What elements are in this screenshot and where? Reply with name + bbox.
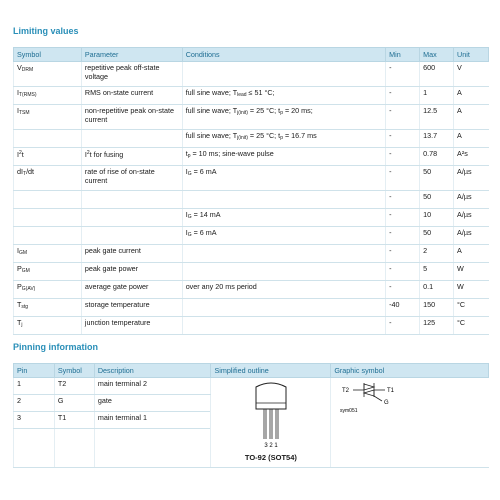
col-symbol: Symbol xyxy=(14,48,82,62)
g-label: G xyxy=(384,400,389,406)
conditions-cell xyxy=(182,191,385,209)
table-row xyxy=(14,209,489,227)
triac-symbol xyxy=(334,379,414,421)
parameter-cell xyxy=(81,227,182,245)
unit-cell: V xyxy=(454,62,489,87)
pinning-table xyxy=(13,363,489,468)
table-row xyxy=(14,299,489,317)
table-row xyxy=(14,317,489,335)
package-label: TO-92 (SOT54) xyxy=(244,453,297,462)
min-cell: - xyxy=(386,166,420,191)
unit-cell: A xyxy=(454,130,489,148)
conditions-cell xyxy=(182,317,385,335)
unit-cell: A²s xyxy=(454,148,489,166)
col-graphic: Graphic symbol xyxy=(331,364,489,378)
symbol-cell: T1 xyxy=(54,412,94,429)
parameter-cell: rate of rise of on-state current xyxy=(81,166,182,191)
limiting-values-title: Limiting values xyxy=(13,26,79,36)
min-cell: - xyxy=(386,317,420,335)
conditions-cell xyxy=(182,263,385,281)
min-cell: - xyxy=(386,191,420,209)
min-cell: - xyxy=(386,227,420,245)
min-cell: - xyxy=(386,209,420,227)
symbol-cell: $P_{G(AV)}$ xyxy=(14,281,82,299)
max-cell: 125 xyxy=(420,317,454,335)
unit-cell: °C xyxy=(454,299,489,317)
pinning-information-title: Pinning information xyxy=(13,342,98,352)
max-cell: 0.78 xyxy=(420,148,454,166)
unit-cell: W xyxy=(454,263,489,281)
parameter-cell: repetitive peak off-state voltage xyxy=(81,62,182,87)
symbol-cell: $I_{GM}$ xyxy=(14,245,82,263)
table-row xyxy=(14,62,489,87)
symbol-cell: $I^2t$ xyxy=(14,148,82,166)
table-row xyxy=(14,227,489,245)
col-description: Description xyxy=(94,364,211,378)
table-row xyxy=(14,105,489,130)
symbol-cell: T2 xyxy=(54,378,94,395)
table-row xyxy=(14,148,489,166)
min-cell: - xyxy=(386,263,420,281)
conditions-cell xyxy=(182,62,385,87)
unit-cell: A xyxy=(454,87,489,105)
symbol-cell: $T_j$ xyxy=(14,317,82,335)
parameter-cell: $I^2t$ for fusing xyxy=(81,148,182,166)
conditions-cell xyxy=(182,245,385,263)
max-cell: 600 xyxy=(420,62,454,87)
unit-cell: A xyxy=(454,105,489,130)
unit-cell: A/µs xyxy=(454,227,489,245)
max-cell: 1 xyxy=(420,87,454,105)
parameter-cell: storage temperature xyxy=(81,299,182,317)
max-cell: 2 xyxy=(420,245,454,263)
symbol-code: sym051 xyxy=(340,408,358,414)
limiting-values-table xyxy=(13,47,489,335)
table-row xyxy=(14,130,489,148)
min-cell: - xyxy=(386,245,420,263)
conditions-cell xyxy=(182,299,385,317)
t1-label: T1 xyxy=(387,388,395,394)
table-row xyxy=(14,378,489,395)
symbol-cell: $I_{TSM}$ xyxy=(14,105,82,130)
min-cell: - xyxy=(386,62,420,87)
conditions-cell: full sine wave; $T_{j(init)} = 25$ °C; $t_p = 20$ ms; xyxy=(182,105,385,130)
max-cell: 50 xyxy=(420,191,454,209)
table-row xyxy=(14,87,489,105)
symbol-cell: $dI_T/dt$ xyxy=(14,166,82,191)
conditions-cell: $I_G = 6$ mA xyxy=(182,227,385,245)
parameter-cell xyxy=(81,191,182,209)
unit-cell: W xyxy=(454,281,489,299)
t2-label: T2 xyxy=(342,388,350,394)
table-row xyxy=(14,281,489,299)
min-cell: -40 xyxy=(386,299,420,317)
max-cell: 12.5 xyxy=(420,105,454,130)
conditions-cell: $I_G = 14$ mA xyxy=(182,209,385,227)
description-cell: gate xyxy=(94,395,211,412)
parameter-cell xyxy=(81,209,182,227)
parameter-cell: average gate power xyxy=(81,281,182,299)
symbol-cell xyxy=(14,209,82,227)
col-outline: Simplified outline xyxy=(211,364,331,378)
pin-cell: 3 xyxy=(14,412,55,429)
conditions-cell: full sine wave; $T_{lead} \le 51$ °C; xyxy=(182,87,385,105)
description-cell: main terminal 1 xyxy=(94,412,211,429)
table-header-row xyxy=(14,48,489,62)
unit-cell: A/µs xyxy=(454,166,489,191)
conditions-cell: full sine wave; $T_{j(init)} = 25$ °C; $t_p = 16.7$ ms xyxy=(182,130,385,148)
description-cell: main terminal 2 xyxy=(94,378,211,395)
table-row xyxy=(14,245,489,263)
parameter-cell: non-repetitive peak on-state current xyxy=(81,105,182,130)
graphic-symbol-cell xyxy=(331,378,489,468)
symbol-cell xyxy=(14,227,82,245)
min-cell: - xyxy=(386,148,420,166)
col-pin: Pin xyxy=(14,364,55,378)
min-cell: - xyxy=(386,130,420,148)
max-cell: 150 xyxy=(420,299,454,317)
conditions-cell: over any 20 ms period xyxy=(182,281,385,299)
conditions-cell: $t_p = 10$ ms; sine-wave pulse xyxy=(182,148,385,166)
max-cell: 50 xyxy=(420,166,454,191)
col-symbol: Symbol xyxy=(54,364,94,378)
table-row xyxy=(14,166,489,191)
max-cell: 5 xyxy=(420,263,454,281)
unit-cell: °C xyxy=(454,317,489,335)
table-row xyxy=(14,191,489,209)
pin-cell: 2 xyxy=(14,395,55,412)
table-header-row xyxy=(14,364,489,378)
col-unit: Unit xyxy=(454,48,489,62)
symbol-cell: $V_{DRM}$ xyxy=(14,62,82,87)
symbol-cell: $T_{stg}$ xyxy=(14,299,82,317)
outline-cell xyxy=(211,378,331,468)
to92-package-drawing xyxy=(226,379,316,457)
pin-cell: 1 xyxy=(14,378,55,395)
min-cell: - xyxy=(386,105,420,130)
symbol-cell: G xyxy=(54,395,94,412)
min-cell: - xyxy=(386,281,420,299)
min-cell: - xyxy=(386,87,420,105)
max-cell: 10 xyxy=(420,209,454,227)
max-cell: 13.7 xyxy=(420,130,454,148)
symbol-cell xyxy=(14,130,82,148)
table-row xyxy=(14,263,489,281)
parameter-cell: peak gate power xyxy=(81,263,182,281)
col-parameter: Parameter xyxy=(81,48,182,62)
col-max: Max xyxy=(420,48,454,62)
parameter-cell xyxy=(81,130,182,148)
col-conditions: Conditions xyxy=(182,48,385,62)
unit-cell: A/µs xyxy=(454,191,489,209)
symbol-cell xyxy=(14,191,82,209)
parameter-cell: peak gate current xyxy=(81,245,182,263)
max-cell: 50 xyxy=(420,227,454,245)
symbol-cell: $I_{T(RMS)}$ xyxy=(14,87,82,105)
pin-number-labels: 3 2 1 xyxy=(264,443,278,449)
unit-cell: A/µs xyxy=(454,209,489,227)
symbol-cell: $P_{GM}$ xyxy=(14,263,82,281)
conditions-cell: $I_G = 6$ mA xyxy=(182,166,385,191)
max-cell: 0.1 xyxy=(420,281,454,299)
unit-cell: A xyxy=(454,245,489,263)
col-min: Min xyxy=(386,48,420,62)
parameter-cell: junction temperature xyxy=(81,317,182,335)
parameter-cell: RMS on-state current xyxy=(81,87,182,105)
